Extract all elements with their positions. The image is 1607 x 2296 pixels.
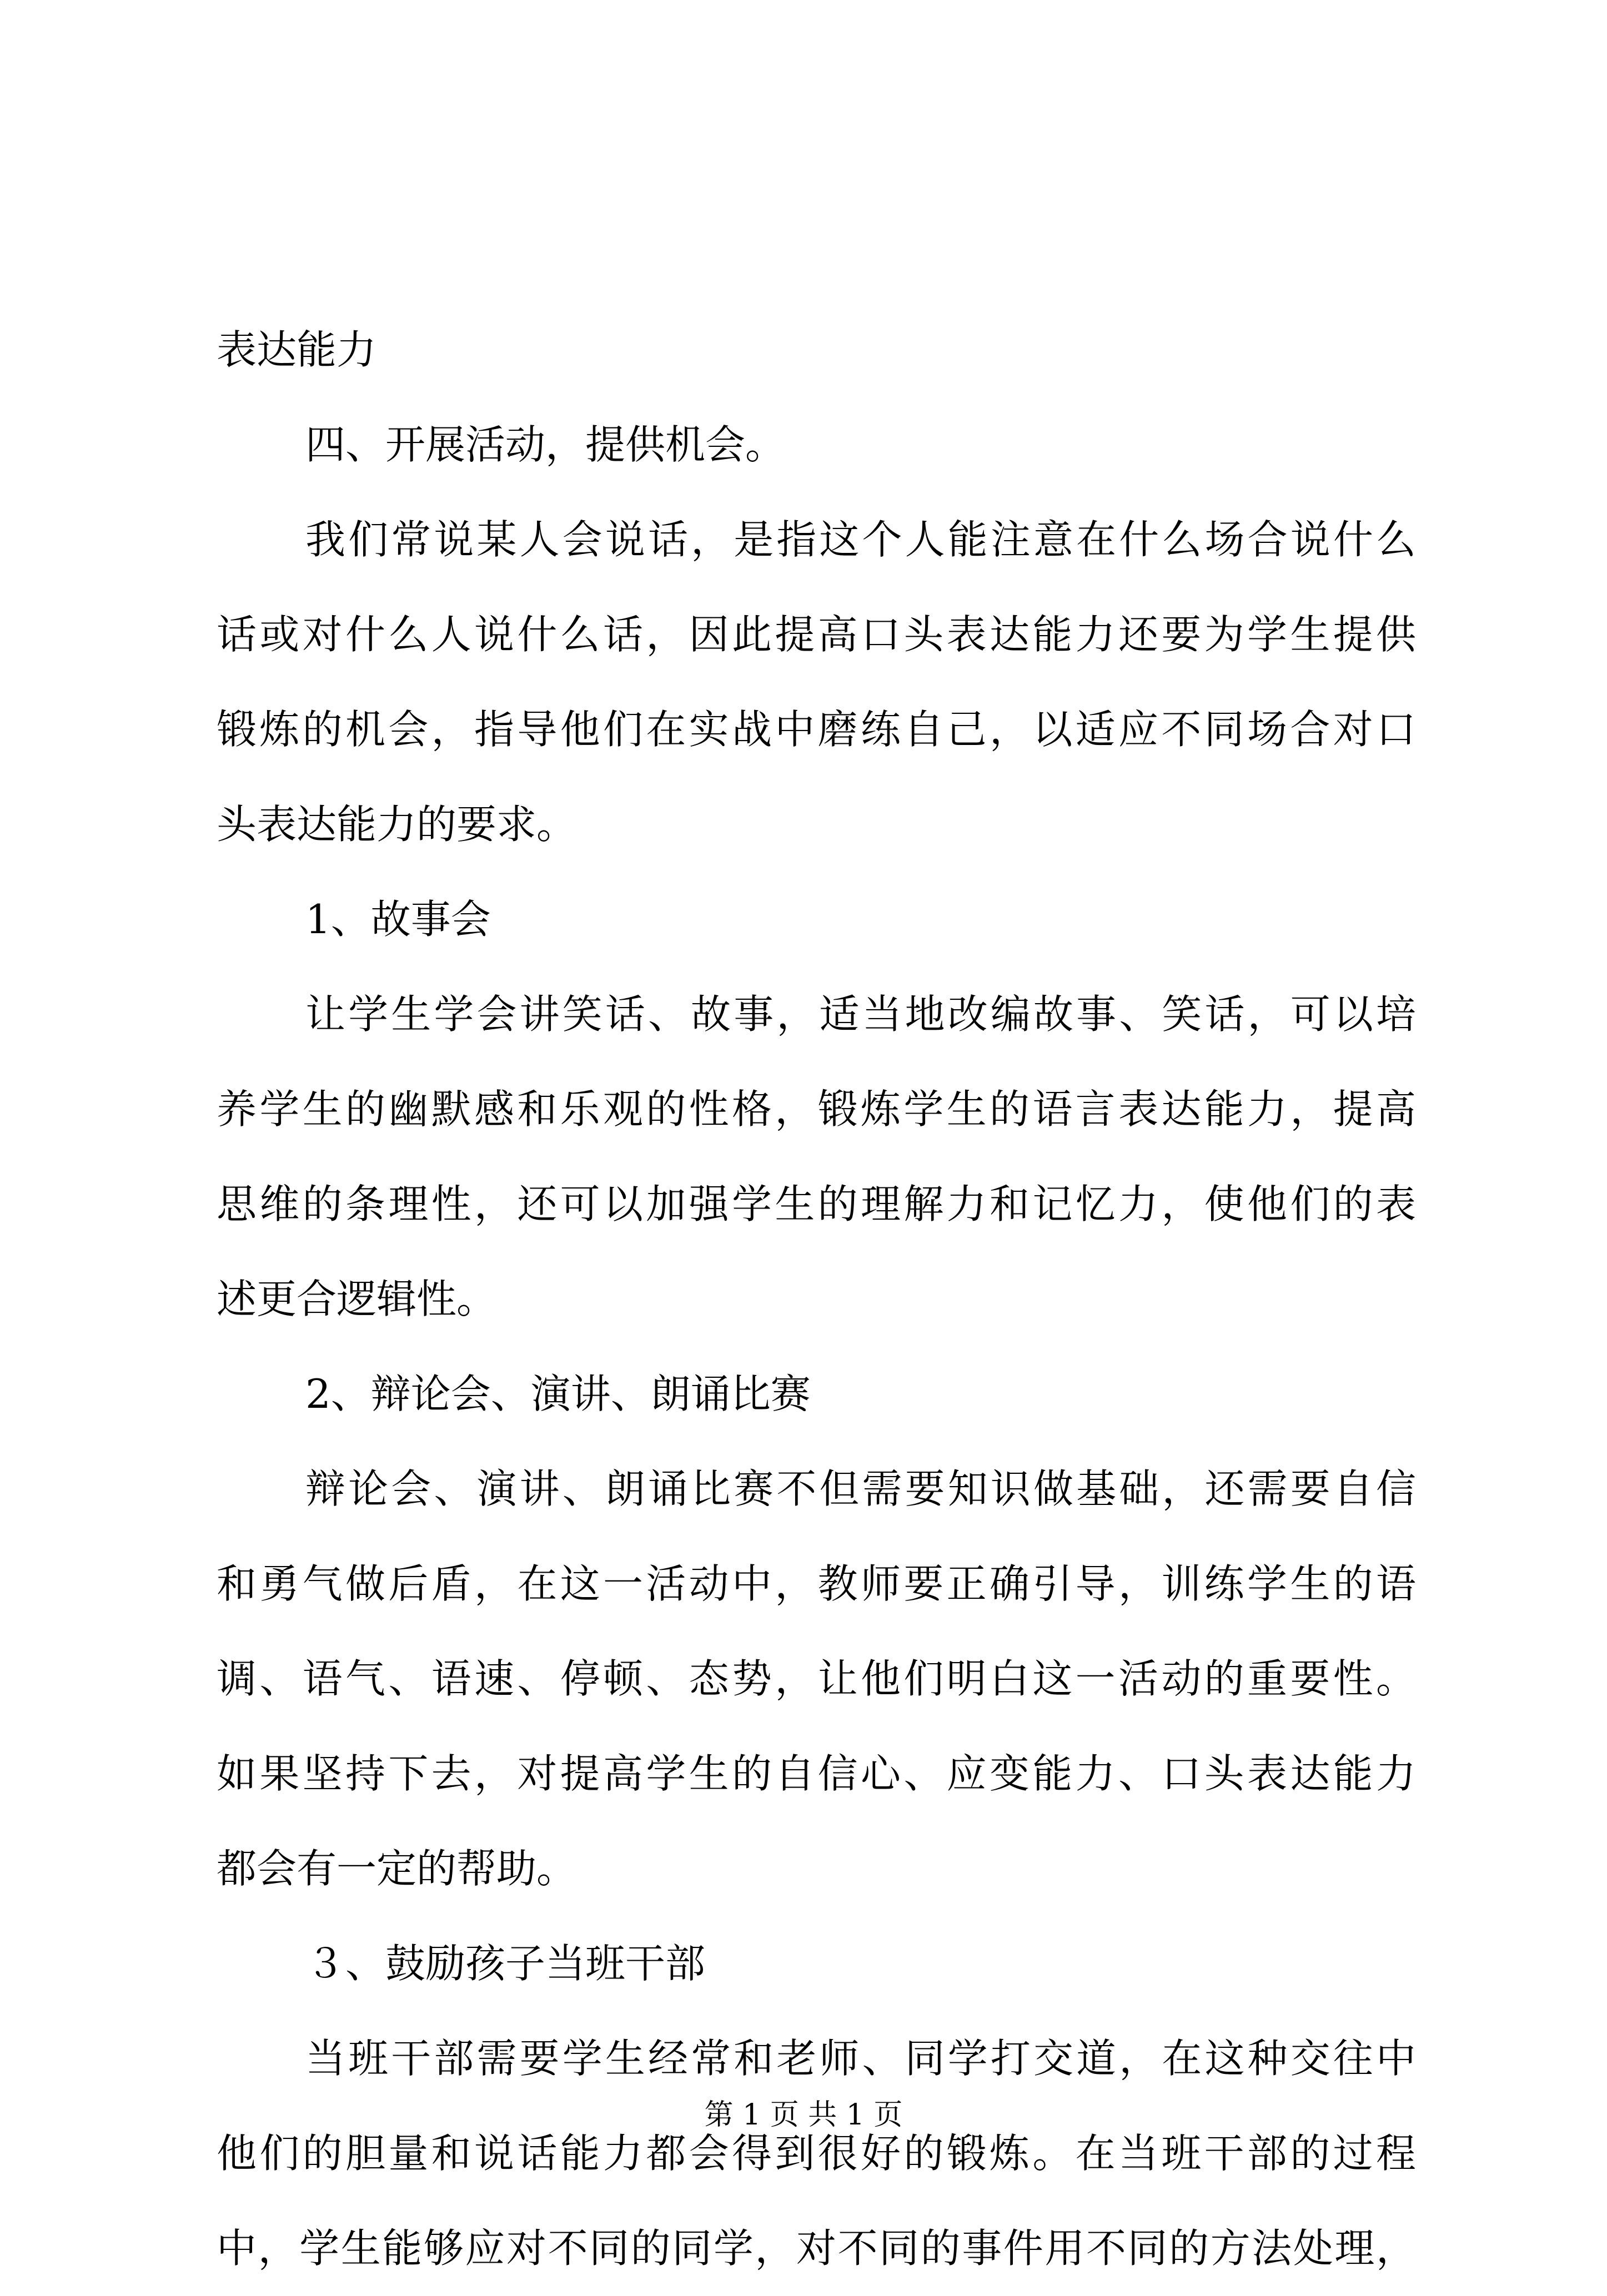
text-line: 头表达能力的要求。 [217,801,577,848]
text-line: 让学生学会讲笑话、故事，适当地改编故事、笑话，可以培 [305,991,1416,1038]
body-text [217,303,1416,2296]
text-line: 话或对什么人说什么话，因此提高口头表达能力还要为学生提供 [217,611,1416,658]
text-line: 辩论会、演讲、朗诵比赛不但需要知识做基础，还需要自信 [305,1466,1416,1512]
section-heading: 四、开展活动，提供机会。 [305,421,786,468]
subsection-heading: ３、鼓励孩子当班干部 [305,1940,706,1987]
text-line: 述更合逻辑性。 [217,1276,497,1322]
text-line: 思维的条理性，还可以加强学生的理解力和记忆力，使他们的表 [217,1181,1416,1227]
subsection-heading: 1、故事会 [305,896,491,943]
text-line: 都会有一定的帮助。 [217,1845,577,1892]
text-line: 当班干部需要学生经常和老师、同学打交道，在这种交往中 [305,2035,1416,2082]
text-line: 他们的胆量和说话能力都会得到很好的锻炼。在当班干部的过程 [217,2130,1416,2177]
subsection-heading: 2、辩论会、演讲、朗诵比赛 [305,1371,811,1417]
text-line: 如果坚持下去，对提高学生的自信心、应变能力、口头表达能力 [217,1750,1416,1797]
text-line: 和勇气做后盾，在这一活动中，教师要正确引导，训练学生的语 [217,1560,1416,1607]
text-line: 中，学生能够应对不同的同学，对不同的事件用不同的方法处理， [217,2225,1416,2272]
page-footer: 第 1 页 共 1 页 [704,2098,903,2132]
text-line: 锻炼的机会，指导他们在实战中磨练自己，以适应不同场合对口 [217,706,1416,753]
text-line: 养学生的幽默感和乐观的性格，锻炼学生的语言表达能力，提高 [217,1086,1416,1132]
text-line: 表达能力 [217,326,377,373]
text-line: 我们常说某人会说话，是指这个人能注意在什么场合说什么 [305,516,1416,563]
text-line: 调、语气、语速、停顿、态势，让他们明白这一活动的重要性。 [217,1655,1416,1702]
